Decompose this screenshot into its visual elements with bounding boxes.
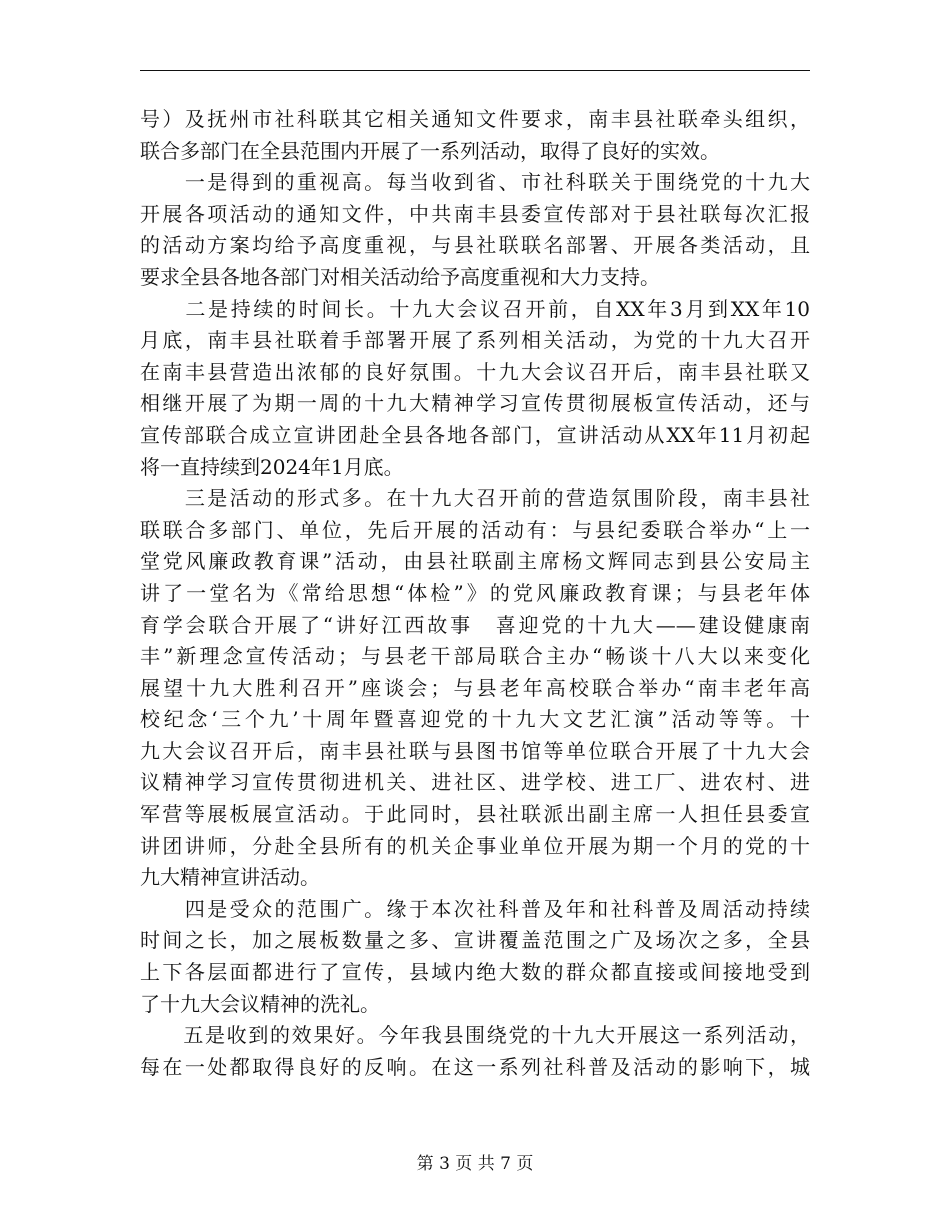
- text-line: 讲团讲师，分赴全县所有的机关企事业单位开展为期一个月的党的十: [140, 833, 810, 858]
- text-line: 四是受众的范围广。缘于本次社科普及年和社科普及周活动持续: [140, 896, 810, 921]
- text-line: 上下各层面都进行了宣传，县域内绝大数的群众都直接或间接地受到: [140, 960, 810, 985]
- text-line: 校纪念‘三个九’十周年暨喜迎党的十九大文艺汇演”活动等等。十: [140, 707, 810, 732]
- body-text: [140, 104, 810, 1083]
- text-line: 宣传部联合成立宣讲团赴全县各地各部门，宣讲活动从XX年11月初起: [140, 422, 810, 447]
- text-line: 九大精神宣讲活动。: [140, 865, 320, 890]
- text-line: 月底，南丰县社联着手部署开展了系列相关活动，为党的十九大召开: [140, 328, 810, 353]
- text-line: 时间之长，加之展板数量之多、宣讲覆盖范围之广及场次之多，全县: [140, 928, 810, 953]
- text-line: 展望十九大胜利召开”座谈会；与县老年高校联合举办“南丰老年高: [140, 675, 810, 700]
- header-rule: [140, 70, 810, 71]
- text-line: 三是活动的形式多。在十九大召开前的营造氛围阶段，南丰县社: [140, 486, 810, 511]
- text-line: 了十九大会议精神的洗礼。: [140, 991, 380, 1016]
- text-line: 要求全县各地各部门对相关活动给予高度重视和大力支持。: [140, 264, 660, 289]
- text-line: 每在一处都取得良好的反响。在这一系列社科普及活动的影响下，城: [140, 1054, 810, 1079]
- text-line: 五是收到的效果好。今年我县围绕党的十九大开展这一系列活动，: [140, 1023, 810, 1048]
- text-line: 号）及抚州市社科联其它相关通知文件要求，南丰县社联牵头组织，: [140, 107, 810, 131]
- text-line: 在南丰县营造出浓郁的良好氛围。十九大会议召开后，南丰县社联又: [140, 359, 810, 384]
- text-line: 丰”新理念宣传活动；与县老干部局联合主办“畅谈十八大以来变化: [140, 644, 810, 669]
- text-line: 讲了一堂名为《常给思想“体检”》的党风廉政教育课；与县老年体: [140, 580, 810, 605]
- text-line: 二是持续的时间长。十九大会议召开前，自XX年3月到XX年10: [140, 296, 810, 321]
- text-line: 联合多部门在全县范围内开展了一系列活动，取得了良好的实效。: [140, 138, 720, 163]
- text-line: 议精神学习宣传贯彻进机关、进社区、进学校、进工厂、进农村、进: [140, 770, 810, 795]
- text-line: 九大会议召开后，南丰县社联与县图书馆等单位联合开展了十九大会: [140, 738, 810, 763]
- text-line: 育学会联合开展了“讲好江西故事 喜迎党的十九大——建设健康南: [140, 612, 810, 637]
- text-line: 军营等展板展宣活动。于此同时，县社联派出副主席一人担任县委宣: [140, 802, 810, 827]
- text-line: 相继开展了为期一周的十九大精神学习宣传贯彻展板宣传活动，还与: [140, 391, 810, 416]
- text-line: 的活动方案均给予高度重视，与县社联联名部署、开展各类活动，且: [140, 233, 810, 258]
- text-line: 堂党风廉政教育课”活动，由县社联副主席杨文辉同志到县公安局主: [140, 549, 810, 574]
- text-line: 将一直持续到2024年1月底。: [140, 454, 404, 479]
- text-line: 开展各项活动的通知文件，中共南丰县委宣传部对于县社联每次汇报: [140, 201, 810, 226]
- text-line: 一是得到的重视高。每当收到省、市社科联关于围绕党的十九大: [140, 170, 810, 195]
- page-number-footer: 第 3 页 共 7 页: [416, 1154, 534, 1174]
- text-line: 联联合多部门、单位，先后开展的活动有：与县纪委联合举办“上一: [140, 517, 810, 542]
